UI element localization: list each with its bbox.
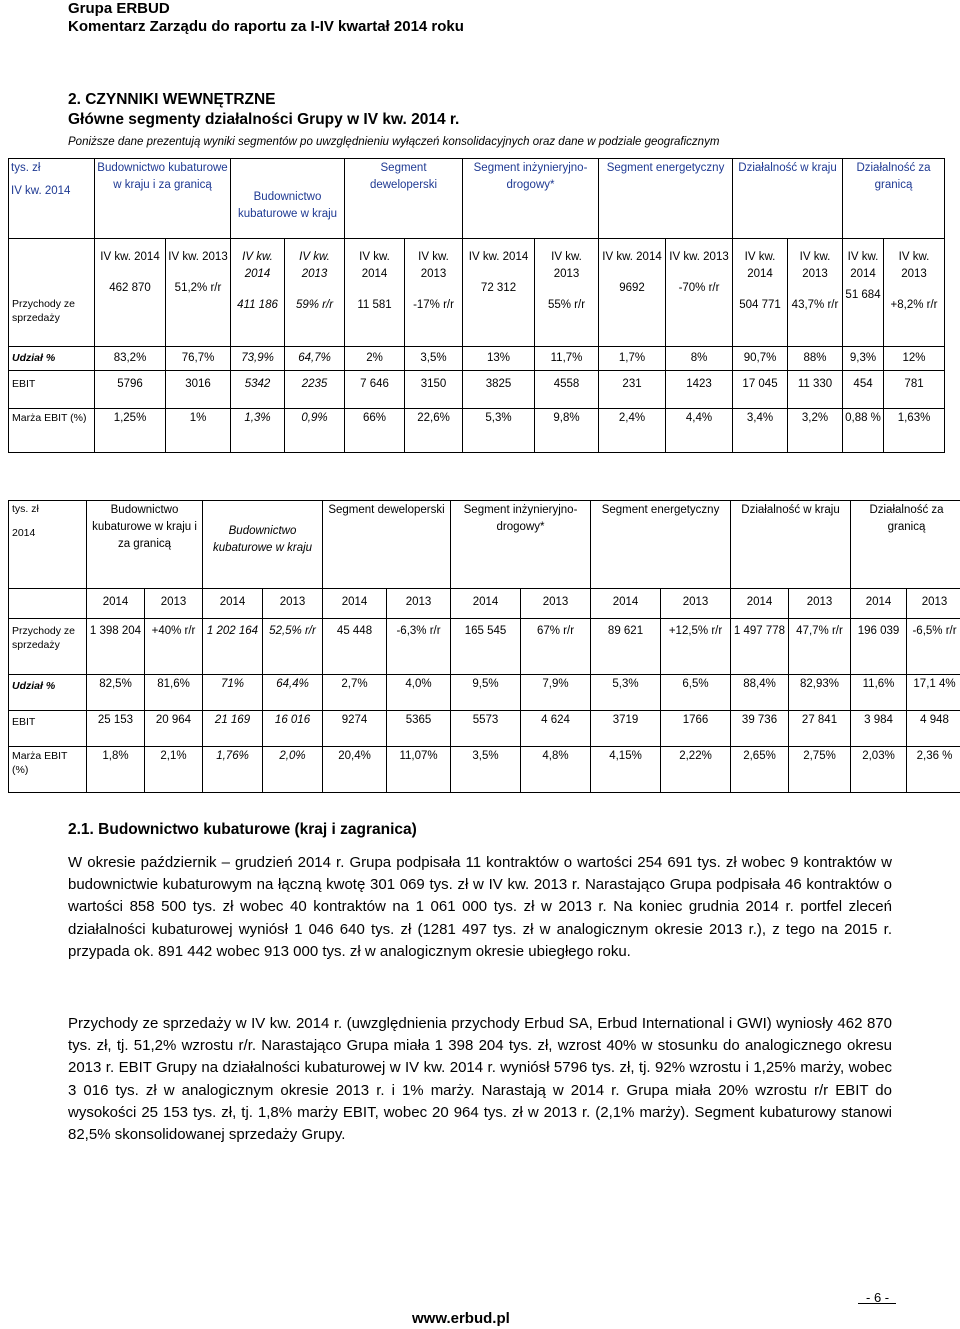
table2-corner: tys. zł 2014 bbox=[9, 501, 87, 589]
table-cell: 1,63% bbox=[884, 409, 945, 453]
table-cell: 82,93% bbox=[789, 675, 851, 711]
table-cell: +40% r/r bbox=[145, 619, 203, 675]
table-cell: 1 398 204 bbox=[87, 619, 145, 675]
table-cell: 73,9% bbox=[231, 347, 285, 371]
table-cell: 3,4% bbox=[733, 409, 788, 453]
col-header: Segment deweloperski bbox=[345, 159, 463, 239]
table-cell: 47,7% r/r bbox=[789, 619, 851, 675]
col-header: Segment energetyczny bbox=[599, 159, 733, 239]
period-header: 2014 bbox=[591, 589, 661, 619]
table-cell: 4,4% bbox=[666, 409, 733, 453]
table-cell: 71% bbox=[203, 675, 263, 711]
table-cell: 2,22% bbox=[661, 747, 731, 793]
table-cell bbox=[9, 589, 87, 619]
table-cell: 2,0% bbox=[263, 747, 323, 793]
period-header: 2013 bbox=[145, 589, 203, 619]
table-cell: IV kw. 2014 51 684 bbox=[843, 239, 884, 347]
table-cell: 7,9% bbox=[521, 675, 591, 711]
table-cell: 9,8% bbox=[535, 409, 599, 453]
table-cell: IV kw. 2014 9692 bbox=[599, 239, 666, 347]
table-cell: IV kw. 2014 11 581 bbox=[345, 239, 405, 347]
table-cell: 2,03% bbox=[851, 747, 907, 793]
table-cell: 3,5% bbox=[405, 347, 463, 371]
section-note: Poniższe dane prezentują wyniki segmentów po uwzględnieniu wyłączeń konsolidacyjnych oraz dane w podziale geograficznym bbox=[68, 136, 720, 148]
table-cell: 196 039 bbox=[851, 619, 907, 675]
table-cell: 9274 bbox=[323, 711, 387, 747]
table-cell: 5,3% bbox=[591, 675, 661, 711]
table-cell: 9,5% bbox=[451, 675, 521, 711]
subsection-title: 2.1. Budownictwo kubaturowe (kraj i zagranica) bbox=[68, 821, 417, 838]
table-cell: 2235 bbox=[285, 371, 345, 409]
table-cell: 76,7% bbox=[166, 347, 231, 371]
section-subtitle: Główne segmenty działalności Grupy w IV kw. 2014 r. bbox=[68, 111, 460, 128]
table-cell: IV kw. 2013 -17% r/r bbox=[405, 239, 463, 347]
row-label: EBIT bbox=[9, 711, 87, 747]
table-cell: -6,5% r/r bbox=[907, 619, 960, 675]
table-cell: 5365 bbox=[387, 711, 451, 747]
table-cell: 3 984 bbox=[851, 711, 907, 747]
section-title: 2. CZYNNIKI WEWNĘTRZNE bbox=[68, 91, 276, 108]
report-subtitle: Komentarz Zarządu do raportu za I-IV kwartał 2014 roku bbox=[68, 18, 464, 35]
period-header: 2014 bbox=[323, 589, 387, 619]
table-cell: 4558 bbox=[535, 371, 599, 409]
table-cell: 21 169 bbox=[203, 711, 263, 747]
company-name: Grupa ERBUD bbox=[68, 0, 170, 17]
table-cell: 7 646 bbox=[345, 371, 405, 409]
table-cell: 4,15% bbox=[591, 747, 661, 793]
table-cell: 1,8% bbox=[87, 747, 145, 793]
page-number: - 6 - bbox=[866, 1290, 890, 1305]
table-cell: 1,25% bbox=[95, 409, 166, 453]
table-cell: 1,76% bbox=[203, 747, 263, 793]
table-cell: 39 736 bbox=[731, 711, 789, 747]
period-header: 2014 bbox=[451, 589, 521, 619]
table-cell: 67% r/r bbox=[521, 619, 591, 675]
table-cell: -6,3% r/r bbox=[387, 619, 451, 675]
col-header: Budownictwo kubaturowe w kraju i za granicą bbox=[95, 159, 231, 239]
period-header: 2013 bbox=[907, 589, 960, 619]
table-cell: 6,5% bbox=[661, 675, 731, 711]
paragraph-contracts: W okresie październik – grudzień 2014 r. Grupa podpisała 11 kontraktów o wartości 254 691 tys. zł wobec 9 kontraktów w budownictwie kubaturowym na łączną kwotę 301 069 tys. zł w IV kw. 2013 r. Narastająco Grupa podpisała 46 kontraktów o wartości 858 500 tys. zł wobec 40 kontraktów na 1 061 000 tys. zł w 2013 r. Na koniec grudnia 2014 r. portfel zleceń działalności kubaturowej wyniósł 1 046 640 tys. zł (1281 497 tys. zł w analogicznym okresie 2013 r.), z tego na 2015 r. przypada ok. 891 442 wobec 913 000 tys. zł w analogicznym okresie ubiegłego roku. bbox=[68, 854, 892, 960]
table-cell: 25 153 bbox=[87, 711, 145, 747]
footer-url[interactable]: www.erbud.pl bbox=[412, 1310, 510, 1327]
table-cell: IV kw. 2013 55% r/r bbox=[535, 239, 599, 347]
report-header bbox=[68, 0, 464, 36]
table-cell: 45 448 bbox=[323, 619, 387, 675]
table-cell: 4 948 bbox=[907, 711, 960, 747]
period-header: 2013 bbox=[521, 589, 591, 619]
table-cell: 1 497 778 bbox=[731, 619, 789, 675]
table-cell: 1766 bbox=[661, 711, 731, 747]
col-header: Budownictwo kubaturowe w kraju bbox=[203, 501, 323, 589]
table-cell: 64,4% bbox=[263, 675, 323, 711]
col-header: Segment deweloperski bbox=[323, 501, 451, 589]
table-cell: 90,7% bbox=[733, 347, 788, 371]
table-cell: 3719 bbox=[591, 711, 661, 747]
table-cell: 16 016 bbox=[263, 711, 323, 747]
table-cell: 8% bbox=[666, 347, 733, 371]
table-cell: IV kw. 2013 59% r/r bbox=[285, 239, 345, 347]
table-cell: IV kw. 2014 72 312 bbox=[463, 239, 535, 347]
table-cell: 5,3% bbox=[463, 409, 535, 453]
table-cell: 1% bbox=[166, 409, 231, 453]
table-cell: 17,1 4% bbox=[907, 675, 960, 711]
row-label: EBIT bbox=[9, 371, 95, 409]
table1-corner: tys. zł IV kw. 2014 bbox=[9, 159, 95, 239]
table-cell: 3150 bbox=[405, 371, 463, 409]
table-cell: 11,07% bbox=[387, 747, 451, 793]
table-cell: 0,9% bbox=[285, 409, 345, 453]
table-cell: 11 330 bbox=[788, 371, 843, 409]
table-cell: 2,75% bbox=[789, 747, 851, 793]
table-cell: IV kw. 2014 504 771 bbox=[733, 239, 788, 347]
table-cell: 66% bbox=[345, 409, 405, 453]
table-cell: 13% bbox=[463, 347, 535, 371]
segments-table-year bbox=[8, 500, 960, 793]
table-cell: 9,3% bbox=[843, 347, 884, 371]
row-label: Przychody ze sprzedaży bbox=[9, 239, 95, 347]
table-cell: 3,2% bbox=[788, 409, 843, 453]
table-cell: 3016 bbox=[166, 371, 231, 409]
row-label: Marża EBIT (%) bbox=[9, 747, 87, 793]
table-cell: 3,5% bbox=[451, 747, 521, 793]
table-cell: IV kw. 2013 -70% r/r bbox=[666, 239, 733, 347]
table-cell: 2,7% bbox=[323, 675, 387, 711]
table-cell: 2,4% bbox=[599, 409, 666, 453]
table-cell: 88,4% bbox=[731, 675, 789, 711]
table-cell: 5796 bbox=[95, 371, 166, 409]
table-cell: 88% bbox=[788, 347, 843, 371]
row-label: Przychody ze sprzedaży bbox=[9, 619, 87, 675]
paragraph-revenue: Przychody ze sprzedaży w IV kw. 2014 r. (uwzględnienia przychody Erbud SA, Erbud International i GWI) wyniosły 462 870 tys. zł, tj. 51,2% wzrostu r/r. Narastająco Grupa miała 1 398 204 tys. zł, wzrost 40% w stosunku do analogicznego okresu 2013 r. EBIT Grupy na działalności kubaturowej w IV kw. 2014 r. wyniósł 5796 tys. zł, tj. 92% wzrostu i 1,25% marży, wobec 3 016 tys. zł w analogicznym okresie 2013 r. i 1% marży. Narastają w 2014 r. Grupa miała 20% wzrostu r/r EBIT do wysokości 25 153 tys. zł, tj. 1,8% marży EBIT, wobec 20 964 tys. zł w 2013 r. (2,1% marży). Segment kubaturowy stanowi 82,5% skonsolidowanej sprzedaży Grupy. bbox=[68, 1015, 892, 1144]
table-cell: 22,6% bbox=[405, 409, 463, 453]
col-header: Segment inżynieryjno-drogowy* bbox=[463, 159, 599, 239]
table-cell: 89 621 bbox=[591, 619, 661, 675]
table-cell: 1 202 164 bbox=[203, 619, 263, 675]
table-cell: 454 bbox=[843, 371, 884, 409]
table-cell: 81,6% bbox=[145, 675, 203, 711]
col-header: Segment inżynieryjno-drogowy* bbox=[451, 501, 591, 589]
table-cell: 20 964 bbox=[145, 711, 203, 747]
table-cell: 2,36 % bbox=[907, 747, 960, 793]
table-cell: 5573 bbox=[451, 711, 521, 747]
table-cell: 11,7% bbox=[535, 347, 599, 371]
row-label: Udział % bbox=[9, 347, 95, 371]
period-header: 2013 bbox=[387, 589, 451, 619]
col-header: Działalność za granicą bbox=[851, 501, 960, 589]
col-header: Budownictwo kubaturowe w kraju bbox=[231, 159, 345, 239]
period-header: 2013 bbox=[789, 589, 851, 619]
table-cell: 1,7% bbox=[599, 347, 666, 371]
row-label: Udział % bbox=[9, 675, 87, 711]
period-header: 2013 bbox=[661, 589, 731, 619]
table-cell: IV kw. 2013 51,2% r/r bbox=[166, 239, 231, 347]
table-cell: 11,6% bbox=[851, 675, 907, 711]
period-header: 2014 bbox=[731, 589, 789, 619]
table-cell: 0,88 % bbox=[843, 409, 884, 453]
table-cell: 4,8% bbox=[521, 747, 591, 793]
table-cell: IV kw. 2014 411 186 bbox=[231, 239, 285, 347]
table-cell: 64,7% bbox=[285, 347, 345, 371]
col-header: Działalność w kraju bbox=[733, 159, 843, 239]
table-cell: 4 624 bbox=[521, 711, 591, 747]
table-cell: 17 045 bbox=[733, 371, 788, 409]
table-cell: 165 545 bbox=[451, 619, 521, 675]
table-cell: IV kw. 2013 43,7% r/r bbox=[788, 239, 843, 347]
table-cell: 1,3% bbox=[231, 409, 285, 453]
table-cell: 2% bbox=[345, 347, 405, 371]
table-cell: IV kw. 2013 +8,2% r/r bbox=[884, 239, 945, 347]
table-cell: 3825 bbox=[463, 371, 535, 409]
table-cell: 1423 bbox=[666, 371, 733, 409]
col-header: Budownictwo kubaturowe w kraju i za granicą bbox=[87, 501, 203, 589]
col-header: Działalność za granicą bbox=[843, 159, 945, 239]
table-cell: 231 bbox=[599, 371, 666, 409]
table-cell: 83,2% bbox=[95, 347, 166, 371]
period-header: 2014 bbox=[87, 589, 145, 619]
col-header: Segment energetyczny bbox=[591, 501, 731, 589]
col-header: Działalność w kraju bbox=[731, 501, 851, 589]
table-cell: 2,65% bbox=[731, 747, 789, 793]
period-header: 2013 bbox=[263, 589, 323, 619]
table-cell: 5342 bbox=[231, 371, 285, 409]
table-cell: 2,1% bbox=[145, 747, 203, 793]
row-label: Marża EBIT (%) bbox=[9, 409, 95, 453]
period-header: 2014 bbox=[203, 589, 263, 619]
table-cell: 52,5% r/r bbox=[263, 619, 323, 675]
table-cell: 82,5% bbox=[87, 675, 145, 711]
table-cell: +12,5% r/r bbox=[661, 619, 731, 675]
table-cell: 781 bbox=[884, 371, 945, 409]
table-cell: 20,4% bbox=[323, 747, 387, 793]
period-header: 2014 bbox=[851, 589, 907, 619]
table-cell: 27 841 bbox=[789, 711, 851, 747]
table-cell: 4,0% bbox=[387, 675, 451, 711]
table-cell: 12% bbox=[884, 347, 945, 371]
table-cell: IV kw. 2014 462 870 bbox=[95, 239, 166, 347]
segments-table-q4 bbox=[8, 158, 945, 453]
